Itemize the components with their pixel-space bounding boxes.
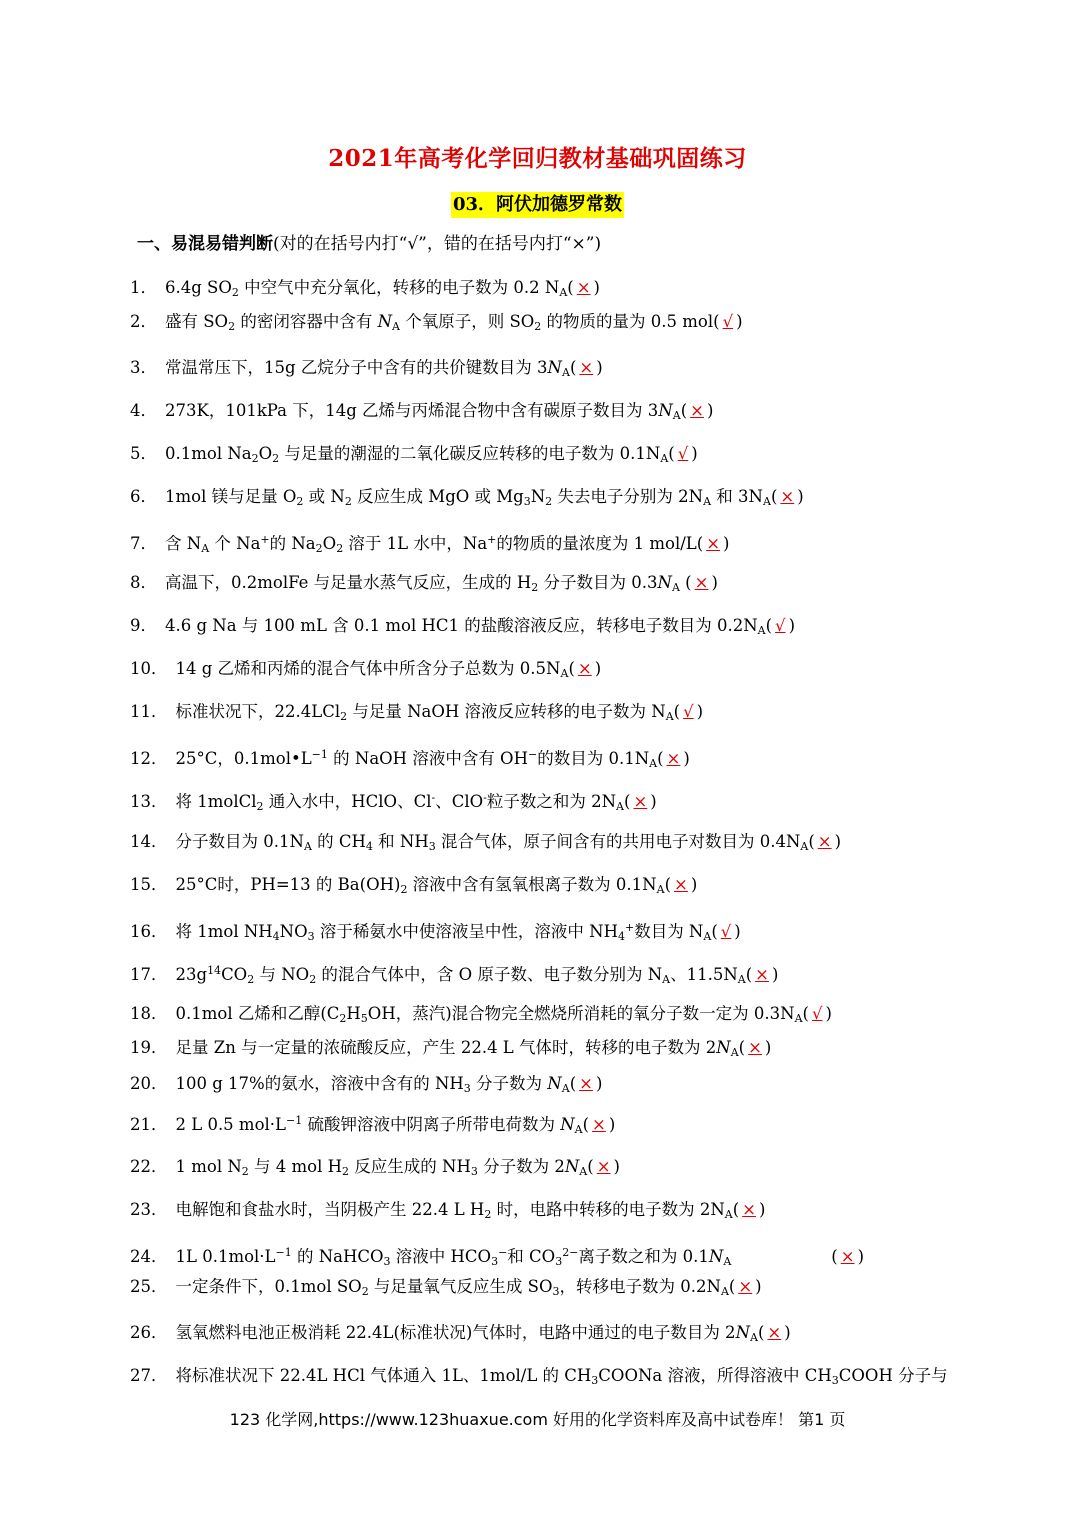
answer-mark: √ <box>683 702 694 721</box>
question-1: 1． 6.4g $SO_2$ 中空气中充分氧化，转移的电子数为 0.2 $N_A$( × ) <box>130 278 600 299</box>
question-number: 22． <box>130 1157 168 1176</box>
answer-mark: √ <box>775 616 786 635</box>
section-title: 一、易混易错判断 <box>137 234 273 254</box>
question-15: 15． 25°C时，PH=13 的 $Ba(OH)_2$ 溶液中含有氢氧根离子数为 $0.1N_A$( × ) <box>130 875 698 896</box>
document-title: 2021年高考化学回归教材基础巩固练习 <box>328 145 747 172</box>
answer-mark: × <box>633 792 648 811</box>
question-number: 17． <box>130 965 168 984</box>
question-27: 27． 将标准状况下 22.4L HCl 气体通入 1L、1mol/L 的 $CH_3COONa$ 溶液，所得溶液中 $CH_3COOH$ 分子与 <box>130 1366 948 1387</box>
section-heading <box>137 229 601 254</box>
answer-mark: √ <box>720 922 732 941</box>
question-24: 24． 1L $0.1mol\cdot L^{-1}$ 的 NaHCO$_3$ 溶液中 $HCO_3^-$和 $CO_3^{2-}$离子数之和为 $0.1N_A$ ( × ) <box>130 1246 864 1268</box>
question-number: 6． <box>130 487 157 506</box>
question-16: 16． 将 1mol $NH_4NO_3$ 溶于稀氨水中使溶液呈中性，溶液中 $NH_4^+$数目为 $N_A$( √ ) <box>130 921 741 943</box>
answer-mark: × <box>767 1323 782 1342</box>
question-10: 10． 14 g 乙烯和丙烯的混合气体中所含分子总数为 $0.5N_A$( × ) <box>130 659 602 680</box>
answer-mark: × <box>674 875 688 894</box>
question-number: 10． <box>130 659 168 678</box>
answer-mark: √ <box>722 312 734 331</box>
question-4: 4． 273K，101kPa 下，14g 乙烯与丙烯混合物中含有碳原子数目为 $3N_A$( × ) <box>130 401 714 422</box>
question-20: 20． 100 g 17%的氨水，溶液中含有的 $NH_3$ 分子数为 $N_A$( × ) <box>130 1074 603 1095</box>
question-9: 9． 4.6 g Na 与 100 mL 含 0.1 mol HC1 的盐酸溶液反应，转移电子数目为 $0.2N_A$( √ ) <box>130 616 795 637</box>
question-number: 1． <box>130 278 157 297</box>
question-number: 20． <box>130 1074 168 1093</box>
answer-mark: × <box>706 534 721 553</box>
question-number: 8． <box>130 573 157 592</box>
question-number: 14． <box>130 832 168 851</box>
subtitle-wrap <box>0 192 1075 218</box>
page-footer: 123 化学网,https://www.123huaxue.com 好用的化学资料库及高中试卷库！ 第1 页 <box>229 1410 846 1429</box>
question-number: 19． <box>130 1038 168 1057</box>
question-5: 5． 0.1mol $Na_2O_2$ 与足量的潮湿的二氧化碳反应转移的电子数为 $0.1N_A$( √ ) <box>130 444 698 465</box>
question-17: 17． $23g^{14}CO_2$ 与 $NO_2$ 的混合气体中，含 O 原子数、电子数分别为 $N_A$、$11.5N_A$( × ) <box>130 964 779 986</box>
answer-mark: × <box>577 659 592 678</box>
question-number: 21． <box>130 1115 168 1134</box>
answer-mark: × <box>755 965 769 984</box>
question-number: 5． <box>130 444 157 463</box>
question-21: 21． 2 L 0.5 $mol\cdot L^{-1}$ 硫酸钾溶液中阴离子所带电荷数为 $N_A$( × ) <box>130 1114 616 1136</box>
answer-mark: × <box>576 278 591 297</box>
question-number: 11． <box>130 702 168 721</box>
question-number: 24． <box>130 1247 168 1266</box>
answer-mark: × <box>690 401 704 420</box>
answer-mark: × <box>780 487 795 506</box>
question-number: 3． <box>130 358 157 377</box>
answer-mark: × <box>742 1200 756 1219</box>
question-number: 26． <box>130 1323 168 1342</box>
question-23: 23． 电解饱和食盐水时，当阴极产生 22.4 L $H_2$ 时，电路中转移的电子数为 $2N_A$( × ) <box>130 1200 766 1221</box>
question-19: 19． 足量 Zn 与一定量的浓硫酸反应，产生 22.4 L 气体时，转移的电子数为 $2N_A$( × ) <box>130 1038 772 1059</box>
question-number: 16． <box>130 922 168 941</box>
question-number: 25． <box>130 1277 168 1296</box>
question-18: 18． 0.1mol 乙烯和乙醇($C_2H_5OH$，蒸汽)混合物完全燃烧所消耗的氧分子数一定为 $0.3N_A$( √ ) <box>130 1004 832 1025</box>
answer-mark: × <box>579 358 594 377</box>
answer-mark: × <box>579 1074 593 1093</box>
question-12: 12． 25°C，$0.1mol•L^{-1}$ 的 NaOH 溶液中含有 OH−的数目为 $0.1N_A$( × ) <box>130 748 690 770</box>
answer-mark: × <box>840 1247 855 1266</box>
question-number: 4． <box>130 401 157 420</box>
answer-mark: × <box>596 1157 611 1176</box>
question-number: 27． <box>130 1366 168 1385</box>
section-instruction: (对的在括号内打“√”，错的在括号内打“×”) <box>273 234 602 254</box>
document-subtitle: 03．阿伏加德罗常数 <box>451 192 624 218</box>
question-number: 18． <box>130 1004 168 1023</box>
answer-mark: × <box>666 749 681 768</box>
question-8: 8． 高温下，0.2molFe 与足量水蒸气反应，生成的 $H_2$ 分子数目为 $0.3N_A$ ( × ) <box>130 573 718 594</box>
question-3: 3． 常温常压下，15g 乙烷分子中含有的共价键数目为 $3N_A$( × ) <box>130 358 603 379</box>
answer-mark: √ <box>677 444 689 463</box>
answer-mark: √ <box>811 1004 823 1023</box>
answer-mark: × <box>817 832 832 851</box>
question-6: 6． 1mol 镁与足量 $O_2$ 或 $N_2$ 反应生成 MgO 或 $Mg_3N_2$ 失去电子分别为 $2N_A$ 和 $3N_A$( × ) <box>130 487 804 508</box>
question-2: 2． 盛有 $SO_2$ 的密闭容器中含有 $N_A$ 个氧原子，则 $SO_2$ 的物质的量为 0.5 mol( √ ) <box>130 312 743 333</box>
question-number: 13． <box>130 792 168 811</box>
question-number: 7． <box>130 534 157 553</box>
question-number: 12． <box>130 749 168 768</box>
answer-mark: × <box>694 573 709 592</box>
answer-mark: × <box>748 1038 762 1057</box>
question-number: 23． <box>130 1200 168 1219</box>
question-25: 25． 一定条件下，0.1mol $SO_2$ 与足量氧气反应生成 $SO_3$，转移电子数为 $0.2N_A$( × ) <box>130 1277 762 1298</box>
question-11: 11． 标准状况下，22.4LCl$_2$ 与足量 NaOH 溶液反应转移的电子数为 $N_A$( √ ) <box>130 702 704 723</box>
question-26: 26． 氢氧燃料电池正极消耗 22.4L(标准状况)气体时，电路中通过的电子数目为 $2N_A$( × ) <box>130 1323 791 1344</box>
question-14: 14． 分子数目为 $0.1N_A$ 的 $CH_4$ 和 $NH_3$ 混合气体，原子间含有的共用电子对数目为 $0.4N_A$( × ) <box>130 832 842 853</box>
question-number: 2． <box>130 312 157 331</box>
question-7: 7． 含 $N_A$ 个 Na+的 $Na_2O_2$ 溶于 1L 水中，Na+的物质的量浓度为 1 mol/L( × ) <box>130 533 730 555</box>
answer-mark: × <box>738 1277 753 1296</box>
question-13: 13． 将 1molCl$_2$ 通入水中，HClO、Cl-、ClO-粒子数之和为 $2N_A$( × ) <box>130 791 657 813</box>
question-22: 22． 1 mol $N_2$ 与 4 mol $H_2$ 反应生成的 $NH_3$ 分子数为 $2N_A$( × ) <box>130 1157 620 1178</box>
answer-mark: × <box>592 1115 606 1134</box>
question-number: 15． <box>130 875 168 894</box>
question-number: 9． <box>130 616 157 635</box>
